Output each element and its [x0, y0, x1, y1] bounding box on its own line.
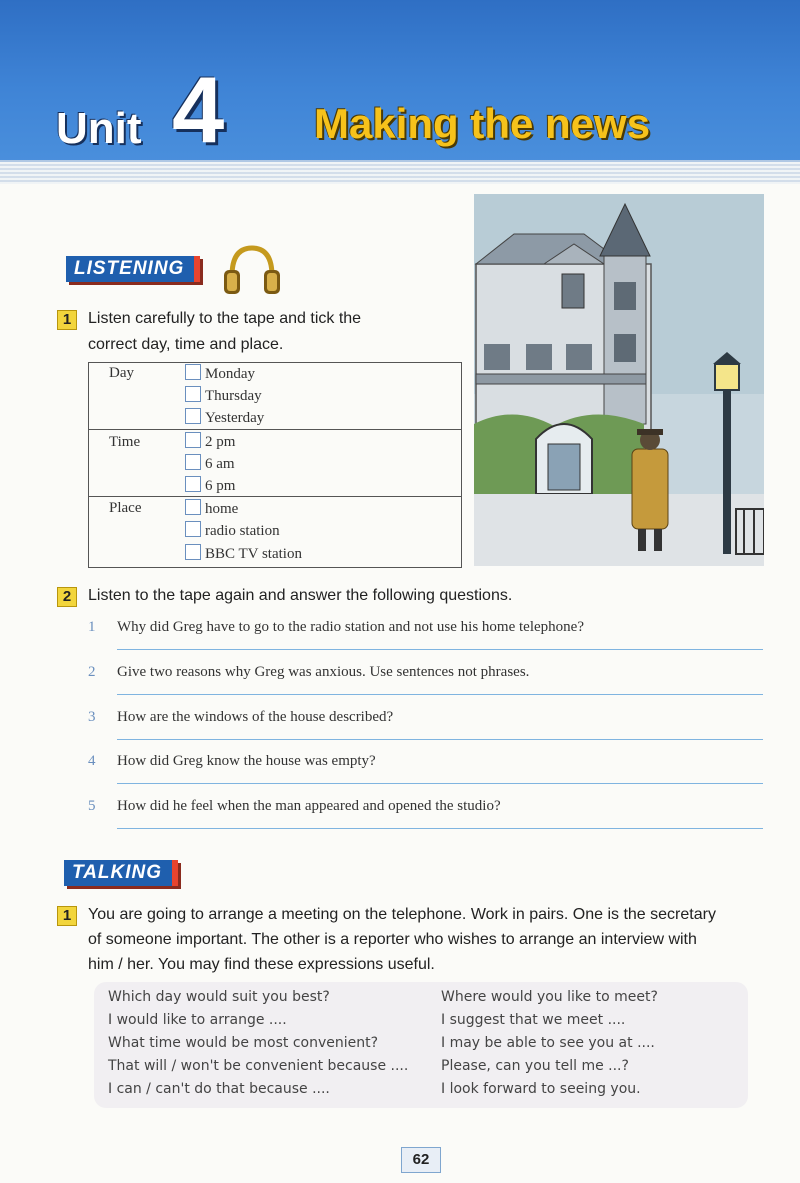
exercise-instruction: Listen to the tape again and answer the following questions. [88, 587, 513, 604]
checkbox-icon[interactable] [185, 408, 201, 424]
option-checkbox[interactable] [185, 363, 255, 385]
house-illustration [474, 194, 764, 566]
option-label: home [205, 501, 239, 517]
option-checkbox[interactable] [185, 453, 235, 475]
option-label: 6 pm [205, 478, 236, 494]
expression: I suggest that we meet .... [441, 1012, 626, 1028]
option-checkbox[interactable] [185, 385, 262, 407]
answer-line[interactable] [117, 783, 763, 784]
question-number: 3 [88, 709, 96, 725]
option-checkbox[interactable] [185, 498, 238, 520]
checkbox-icon[interactable] [185, 386, 201, 402]
expression: Where would you like to meet? [441, 989, 658, 1005]
unit-number: 4 [172, 57, 225, 162]
question-number: 4 [88, 753, 96, 769]
checkbox-icon[interactable] [185, 499, 201, 515]
exercise-instruction: You are going to arrange a meeting on the telephone. Work in pairs. One is the secretary [88, 906, 716, 923]
option-checkbox[interactable] [185, 407, 264, 429]
table-row [89, 429, 461, 497]
question-text: How did Greg know the house was empty? [117, 753, 376, 769]
option-label: Monday [205, 366, 255, 382]
option-label: BBC TV station [205, 546, 302, 562]
question-text: How are the windows of the house described? [117, 709, 394, 725]
option-label: radio station [205, 523, 280, 539]
expression: Which day would suit you best? [108, 989, 330, 1005]
checkbox-icon[interactable] [185, 476, 201, 492]
exercise-number-badge: 1 [57, 906, 77, 926]
question-text: Give two reasons why Greg was anxious. Use sentences not phrases. [117, 664, 530, 680]
checkbox-icon[interactable] [185, 432, 201, 448]
headphones-icon [222, 242, 282, 298]
option-label: Thursday [205, 388, 262, 404]
exercise-number-badge: 2 [57, 587, 77, 607]
option-checkbox[interactable] [185, 431, 235, 453]
row-label: Day [109, 365, 134, 381]
unit-title: Making the news [314, 100, 651, 147]
table-row [89, 496, 461, 567]
exercise-number-badge: 1 [57, 310, 77, 330]
listening-section-label: LISTENING [66, 256, 200, 282]
answer-line[interactable] [117, 828, 763, 829]
checkbox-icon[interactable] [185, 521, 201, 537]
question-number: 1 [88, 619, 96, 635]
unit-word: Unit [56, 104, 142, 153]
option-label: 6 am [205, 456, 235, 472]
page-number: 62 [401, 1147, 441, 1173]
option-label: Yesterday [205, 410, 265, 426]
exercise-instruction: Listen carefully to the tape and tick the [88, 310, 362, 327]
checkbox-icon[interactable] [185, 364, 201, 380]
expression: Please, can you tell me ...? [441, 1058, 629, 1074]
exercise-instruction: of someone important. The other is a reporter who wishes to arrange an interview with [88, 931, 697, 948]
question-number: 5 [88, 798, 96, 814]
expression: I can / can't do that because .... [108, 1081, 330, 1097]
checkbox-icon[interactable] [185, 454, 201, 470]
question-number: 2 [88, 664, 96, 680]
option-checkbox[interactable] [185, 520, 280, 542]
option-checkbox[interactable] [185, 543, 302, 565]
answer-table [88, 362, 462, 568]
option-checkbox[interactable] [185, 475, 235, 497]
expression: I look forward to seeing you. [441, 1081, 641, 1097]
answer-line[interactable] [117, 739, 763, 740]
talking-section-label: TALKING [64, 860, 178, 886]
checkbox-icon[interactable] [185, 544, 201, 560]
banner-fade [0, 160, 800, 184]
row-label: Place [109, 500, 142, 516]
answer-line[interactable] [117, 649, 763, 650]
option-label: 2 pm [205, 434, 236, 450]
expression: That will / won't be convenient because .... [108, 1058, 409, 1074]
row-label: Time [109, 434, 141, 450]
expression: I may be able to see you at .... [441, 1035, 655, 1051]
question-text: Why did Greg have to go to the radio station and not use his home telephone? [117, 619, 584, 635]
answer-line[interactable] [117, 694, 763, 695]
table-row [89, 363, 461, 429]
expression: What time would be most convenient? [108, 1035, 379, 1051]
question-text: How did he feel when the man appeared and opened the studio? [117, 798, 501, 814]
exercise-instruction: correct day, time and place. [88, 336, 284, 353]
expression: I would like to arrange .... [108, 1012, 287, 1028]
exercise-instruction: him / her. You may find these expressions useful. [88, 956, 435, 973]
